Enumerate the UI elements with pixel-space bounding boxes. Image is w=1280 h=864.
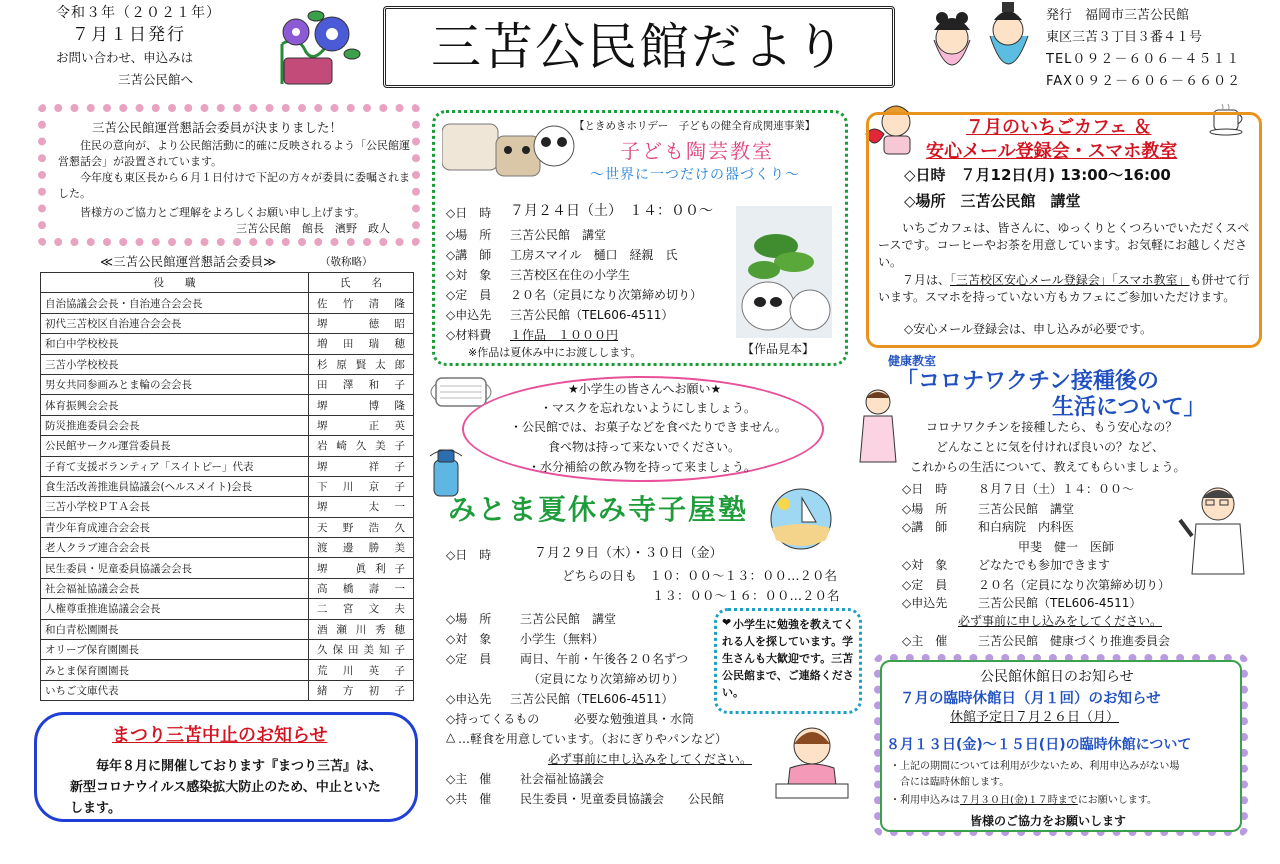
table-row <box>41 619 414 639</box>
terakoya-must-apply: 必ず事前に申し込みをしてください。 <box>548 752 753 766</box>
terakoya-cohost-value: 民生委員・児童委員協議会 公民館 <box>520 792 725 806</box>
health-apply-label: ◇申込先 <box>902 596 948 610</box>
terakoya-apply-label: ◇申込先 <box>446 692 492 706</box>
health-intro-1: コロナワクチンを接種したら、もう安心なの？ <box>926 420 1178 434</box>
health-apply-value: 三苫公民館（TEL606-4511） <box>978 596 1142 610</box>
health-intro-3: これからの生活について、教えてもらいましょう。 <box>910 460 1186 474</box>
council-body-1: 住民の意向が、より公民館活動に的確に反映されるよう「公民館運営懇話会」が設置されています。 <box>58 139 410 168</box>
closure-aug-title: ８月１３日(金)～１５日(日)の臨時休館について <box>886 737 1192 753</box>
member-role: 三苫小学校校長 <box>41 354 309 374</box>
council-list-title: ≪三苫公民館運営懇話会委員≫ <box>100 254 277 269</box>
council-body-3: 皆様方のご協力とご理解をよろしくお願い申し上げます。 <box>80 206 366 219</box>
member-role: 人権尊重推進協議会会長 <box>41 599 309 619</box>
member-role: 子育て支援ボランティア「スイトピー」代表 <box>41 456 309 476</box>
member-role: 民生委員・児童委員協議会会長 <box>41 558 309 578</box>
table-row <box>41 599 414 619</box>
terakoya-place-label: ◇場 所 <box>446 612 492 626</box>
health-host-label: ◇主 催 <box>902 634 948 648</box>
member-name: 渡邊勝美 <box>309 538 414 558</box>
council-heading: 三苫公民館運営懇話会委員が決まりました！ <box>92 120 343 135</box>
member-name: 佐竹清隆 <box>309 293 414 313</box>
table-row <box>41 538 414 558</box>
member-role: 社会福祉協議会会長 <box>41 578 309 598</box>
closure-note-2c: にお願いします。 <box>1077 795 1158 806</box>
heart-icon: ❤ <box>722 616 732 629</box>
pottery-kicker: 【ときめきホリデー 子どもの健全育成関連事業】 <box>574 120 816 132</box>
table-row <box>41 354 414 374</box>
request-line-2: ・公民館では、お菓子などを食べたりできません。 <box>510 420 787 434</box>
member-name: 堺 正英 <box>309 415 414 435</box>
member-name: 堺 徳昭 <box>309 313 414 333</box>
tanabata-couple-icon <box>912 0 1042 96</box>
member-role: 自治協議会会長・自治連合会会長 <box>41 293 309 313</box>
closure-note-2 <box>890 794 1157 807</box>
cafe-body-2b: 「三苫校区安心メール登録会」「スマホ教室」 <box>950 273 1190 287</box>
doctor-icon <box>1178 480 1252 576</box>
closure-july-date: 休館予定日７月２６日（月） <box>950 710 1120 725</box>
pottery-lecturer-label: ◇講 師 <box>446 248 492 262</box>
health-title: 「コロナワクチン接種後の <box>896 369 1159 394</box>
morning-glory-icon <box>268 4 364 90</box>
member-name: 杉原賢太郎 <box>309 354 414 374</box>
request-line-4: ・水分補給の飲み物を持って来ましょう。 <box>528 460 757 474</box>
pottery-capacity-value: ２０名（定員になり次第締め切り） <box>510 288 703 302</box>
health-capacity-value: ２０名（定員になり次第締め切り） <box>978 578 1171 592</box>
health-lecturer-value: 和白病院 内科医 <box>978 520 1075 534</box>
pottery-title: 子ども陶芸教室 <box>620 139 774 163</box>
cafe-body-2 <box>878 272 1250 306</box>
cafe-body-3: ◇安心メール登録会は、申し込みが必要です。 <box>904 322 1153 336</box>
beach-sailboat-icon <box>766 488 836 550</box>
member-name: 荒川英子 <box>309 660 414 680</box>
pottery-apply-value: 三苫公民館（TEL606-4511） <box>510 308 674 322</box>
member-name: 高橋壽一 <box>309 578 414 598</box>
health-place-label: ◇場 所 <box>902 502 948 516</box>
pottery-capacity-label: ◇定 員 <box>446 288 492 302</box>
health-date-value: ８月７日（土）１４：００～ <box>978 482 1135 496</box>
member-name: 堺 太一 <box>309 497 414 517</box>
member-name: 堺 祥子 <box>309 456 414 476</box>
pottery-note: ※作品は夏休み中にお渡しします。 <box>468 346 642 359</box>
closure-note-1b: 合には臨時休館します。 <box>900 777 1010 788</box>
member-role: オリーブ保育園園長 <box>41 640 309 660</box>
table-row <box>41 436 414 456</box>
issue-era: 令和３年（２０２１年） <box>56 5 221 21</box>
member-name: 岩崎久美子 <box>309 436 414 456</box>
terakoya-host-label: ◇主 催 <box>446 772 492 786</box>
health-place-value: 三苫公民館 講堂 <box>978 502 1075 516</box>
table-row <box>41 517 414 537</box>
member-role: みとま保育園園長 <box>41 660 309 680</box>
terakoya-date-label: ◇日 時 <box>446 548 492 562</box>
pottery-place-value: 三苫公民館 講堂 <box>510 228 607 242</box>
volunteer-bubble-text: 小学生に勉強を教えてくれる人を探しています。学生さんも大歓迎です。三苫公民館まで、ご連絡ください。 <box>722 618 854 699</box>
member-role: 三苫小学校ＰＴＡ会長 <box>41 497 309 517</box>
terakoya-place-value: 三苫公民館 講堂 <box>520 612 617 626</box>
closure-july-title: ７月の臨時休館日（月１回）のお知らせ <box>900 691 1161 707</box>
member-name: 二宮文夫 <box>309 599 414 619</box>
address: 東区三苫３丁目３番４１号 <box>1046 30 1203 45</box>
member-name: 酒瀬川秀穂 <box>309 619 414 639</box>
member-name: 田澤和子 <box>309 374 414 394</box>
table-row <box>41 334 414 354</box>
terakoya-target-value: 小学生（無料） <box>520 632 605 646</box>
member-role: 男女共同参画みとま輪の会会長 <box>41 374 309 394</box>
cafe-body-2c: も併せて行います。スマホを持っていない方もカフェにご参加いただけます。 <box>878 273 1250 304</box>
pottery-date-label: ◇日 時 <box>446 206 492 220</box>
pottery-apply-label: ◇申込先 <box>446 308 492 322</box>
terakoya-apply-value: 三苫公民館（TEL606-4511） <box>510 692 674 706</box>
rice-ball-icon: △ <box>446 730 456 744</box>
table-row <box>41 313 414 333</box>
health-lecturer-label: ◇講 師 <box>902 520 948 534</box>
terakoya-date-value: ７月２９日（木）・３０日（金） <box>534 546 723 561</box>
closure-note-2b: ７月３０日(金)１７時まで <box>960 795 1078 806</box>
nurse-icon <box>852 384 904 470</box>
health-capacity-label: ◇定 員 <box>902 578 948 592</box>
health-intro-2: どんなことに気を付ければ良いの？など、 <box>936 440 1165 454</box>
member-name: 緒方初子 <box>309 680 414 700</box>
pottery-sample-label: 【作品見本】 <box>742 342 815 356</box>
request-line-3: 食べ物は持って来ないでください。 <box>548 440 741 454</box>
council-body-2: 今年度も東区長から６月１日付けで下記の方々が委員に委嘱されました。 <box>58 171 410 200</box>
cafe-body-2a: ７月は、 <box>902 273 951 287</box>
table-row <box>41 476 414 496</box>
council-members-table <box>40 272 414 701</box>
pottery-date-value: ７月２４日（土） １４：００～ <box>510 203 713 219</box>
closure-thanks: 皆様のご協力をお願いします <box>970 814 1127 828</box>
terakoya-capacity-value: 両日、午前・午後各２０名ずつ <box>520 652 689 666</box>
member-name: 堺 眞利子 <box>309 558 414 578</box>
council-list-note: （敬称略） <box>320 256 373 268</box>
member-name: 増田瑞穂 <box>309 334 414 354</box>
terakoya-both-days: どちらの日も １０：００～１３：００…２０名 <box>562 568 838 583</box>
terakoya-both-days-pm: １３：００～１６：００…２０名 <box>652 588 840 603</box>
cafe-title-2: 安心メール登録会・スマホ教室 <box>926 141 1178 162</box>
table-row <box>41 415 414 435</box>
member-name: 天野浩久 <box>309 517 414 537</box>
council-signature: 三苫公民館 館長 濱野 政人 <box>236 222 390 235</box>
table-row <box>41 558 414 578</box>
member-name: 堺 博隆 <box>309 395 414 415</box>
terakoya-capacity-note: （定員になり次第締め切り） <box>528 672 685 686</box>
pottery-fee-label: ◇材料費 <box>446 328 492 342</box>
pottery-fee-value: １作品 １０００円 <box>510 328 619 342</box>
terakoya-title: みとま夏休み寺子屋塾 <box>448 493 749 526</box>
col-role-header: 役 職 <box>41 273 309 293</box>
tel: TEL０９２－６０６－４５１１ <box>1046 52 1241 67</box>
member-role: 和白中学校校長 <box>41 334 309 354</box>
request-line-1: ・マスクを忘れないようにしましょう。 <box>540 401 757 415</box>
closure-title: 公民館休館日のお知らせ <box>980 669 1134 685</box>
cafe-date: ◇日時 ７月12日(月) 13:00～16:00 <box>904 166 1171 184</box>
pottery-lecturer-value: 工房スマイル 樋口 経親 氏 <box>510 248 678 262</box>
table-header-row <box>41 273 414 293</box>
closure-note-1: ・上記の期間については利用が少ないため、利用申込みがない場 <box>890 761 1180 772</box>
table-row <box>41 640 414 660</box>
request-title: ★小学生の皆さんへお願い★ <box>568 382 722 396</box>
terakoya-bring-value: 必要な勉強道具・水筒 <box>574 712 695 726</box>
health-target-value: どなたでも参加できます <box>978 558 1111 572</box>
plant-pot-photo-icon <box>736 206 832 338</box>
closure-note-2a: ・利用申込みは <box>890 795 960 806</box>
terakoya-target-label: ◇対 象 <box>446 632 492 646</box>
health-must-apply: 必ず事前に申し込みをしてください。 <box>958 614 1163 628</box>
terakoya-cohost-label: ◇共 催 <box>446 792 492 806</box>
festival-cancel-title: まつり三苫中止のお知らせ <box>112 725 328 746</box>
pottery-place-label: ◇場 所 <box>446 228 492 242</box>
member-role: 防災推進委員会会長 <box>41 415 309 435</box>
inquiry-text: お問い合わせ、申込みは <box>56 50 194 65</box>
member-role: 食生活改善推進員協議会(ヘルスメイト)会長 <box>41 476 309 496</box>
terakoya-bring-label: ◇持ってくるもの <box>446 712 540 726</box>
member-role: 公民館サークル運営委員長 <box>41 436 309 456</box>
publisher: 発行 福岡市三苫公民館 <box>1046 8 1190 23</box>
col-name-header: 氏 名 <box>309 273 414 293</box>
studying-child-icon <box>770 720 854 802</box>
newsletter-title: 三苫公民館だより <box>383 6 895 88</box>
health-lecturer-name: 甲斐 健一 医師 <box>1018 540 1115 554</box>
health-title-2: 生活について」 <box>1052 395 1206 420</box>
table-row <box>41 293 414 313</box>
table-row <box>41 374 414 394</box>
member-role: 初代三苫校区自治連合会会長 <box>41 313 309 333</box>
panda-cup-photo-icon <box>442 116 576 178</box>
cafe-body-1: いちごカフェは、皆さんに、ゆっくりとくつろいでいただくスペースです。コーヒーやお茶を用意しています。お気軽にお越しください。 <box>878 221 1250 269</box>
member-role: 和白青松園園長 <box>41 619 309 639</box>
member-role: 体育振興会会長 <box>41 395 309 415</box>
terakoya-capacity-label: ◇定 員 <box>446 652 492 666</box>
member-role: いちご文庫代表 <box>41 680 309 700</box>
table-row <box>41 578 414 598</box>
health-host-value: 三苫公民館 健康づくり推進委員会 <box>978 634 1171 648</box>
pottery-target-value: 三苫校区在住の小学生 <box>510 268 631 282</box>
cafe-place: ◇場所 三苫公民館 講堂 <box>904 192 1081 210</box>
table-row <box>41 497 414 517</box>
table-row <box>41 395 414 415</box>
member-name: 下川京子 <box>309 476 414 496</box>
inquiry-to: 三苫公民館へ <box>118 72 194 87</box>
table-row <box>41 680 414 700</box>
table-row <box>41 660 414 680</box>
issue-date: ７月１日発行 <box>72 25 186 45</box>
cafe-title: ７月のいちごカフェ ＆ <box>966 117 1152 138</box>
terakoya-snack: …軽食を用意しています。（おにぎりやパンなど） <box>458 732 728 746</box>
member-role: 青少年育成連合会会長 <box>41 517 309 537</box>
fax: FAX０９２－６０６－６６０２ <box>1046 74 1242 89</box>
health-kicker: 健康教室 <box>888 354 937 368</box>
health-target-label: ◇対 象 <box>902 558 948 572</box>
terakoya-host-value: 社会福祉協議会 <box>520 772 605 786</box>
table-row <box>41 456 414 476</box>
member-name: 久保田美知子 <box>309 640 414 660</box>
festival-cancel-body: 毎年８月に開催しております『まつり三苫』は、新型コロナウイルス感染拡大防止のため、中止といたします。 <box>70 759 383 816</box>
member-role: 老人クラブ連合会会長 <box>41 538 309 558</box>
pottery-subtitle: ～世界に一つだけの器づくり～ <box>590 167 800 183</box>
health-date-label: ◇日 時 <box>902 482 948 496</box>
pottery-target-label: ◇対 象 <box>446 268 492 282</box>
